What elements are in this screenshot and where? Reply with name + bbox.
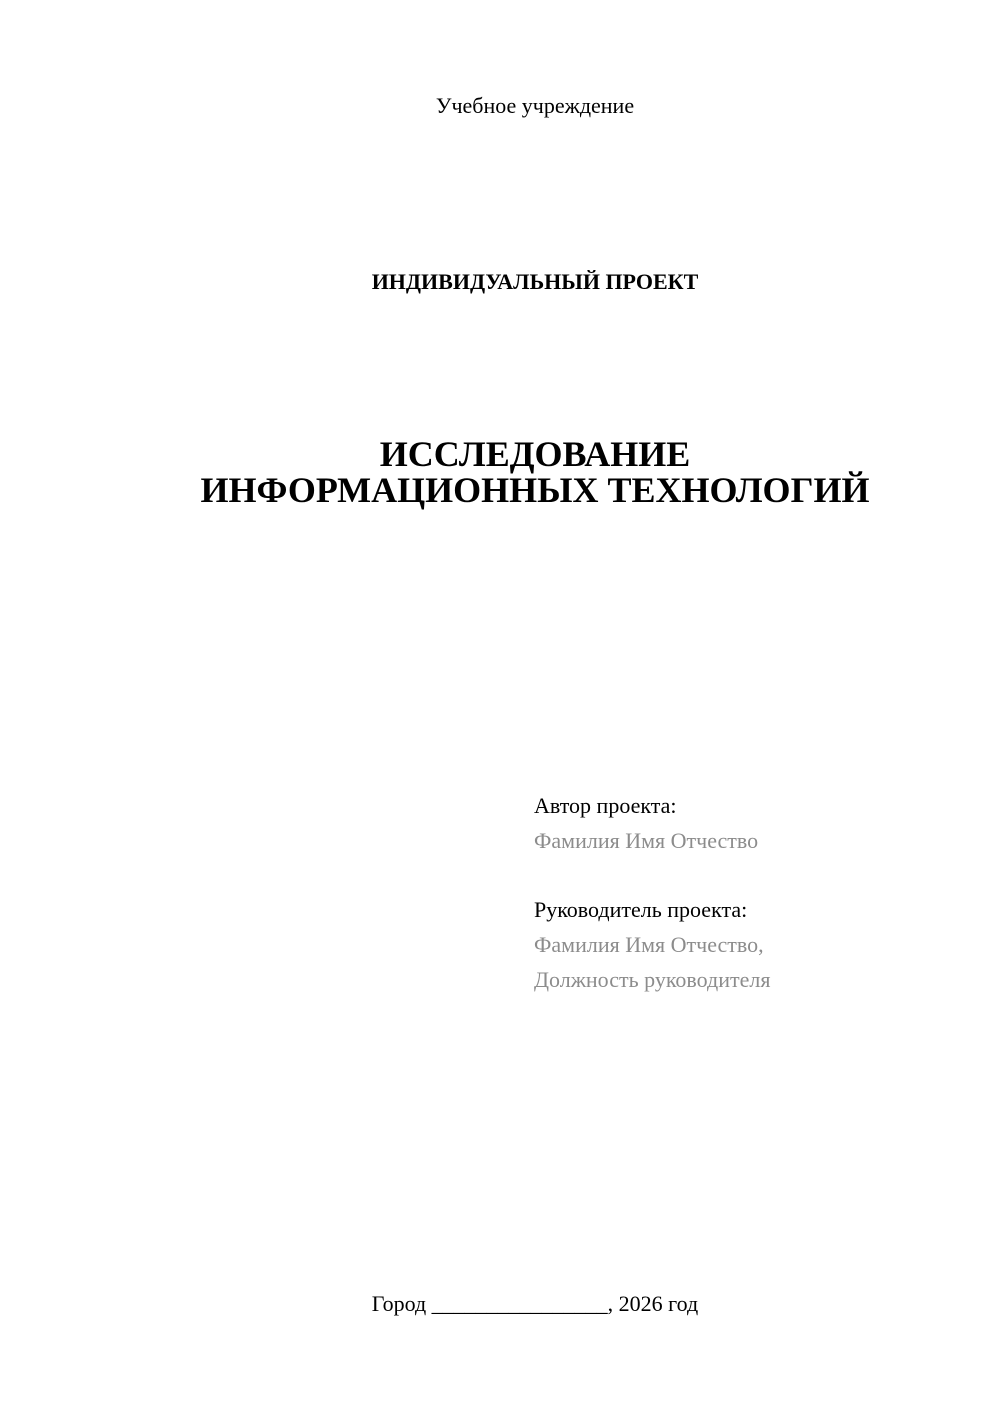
- author-label: Автор проекта:: [534, 793, 677, 818]
- project-title-line-2: ИНФОРМАЦИОННЫХ ТЕХНОЛОГИЙ: [200, 470, 870, 510]
- credits-block: [534, 788, 974, 997]
- author-name: Фамилия Имя Отчество: [534, 828, 759, 853]
- project-type-heading: ИНДИВИДУАЛЬНЫЙ ПРОЕКТ: [371, 269, 699, 294]
- supervisor-position: Должность руководителя: [534, 967, 771, 992]
- project-title: [0, 436, 1000, 508]
- supervisor-label: Руководитель проекта:: [534, 897, 748, 922]
- institution-name: Учебное учреждение: [435, 93, 635, 118]
- supervisor-name: Фамилия Имя Отчество,: [534, 932, 764, 957]
- city-year-line: Город ________________, 2026 год: [371, 1291, 699, 1316]
- credits-spacer: [534, 858, 974, 892]
- project-title-line-1: ИССЛЕДОВАНИЕ: [379, 434, 691, 474]
